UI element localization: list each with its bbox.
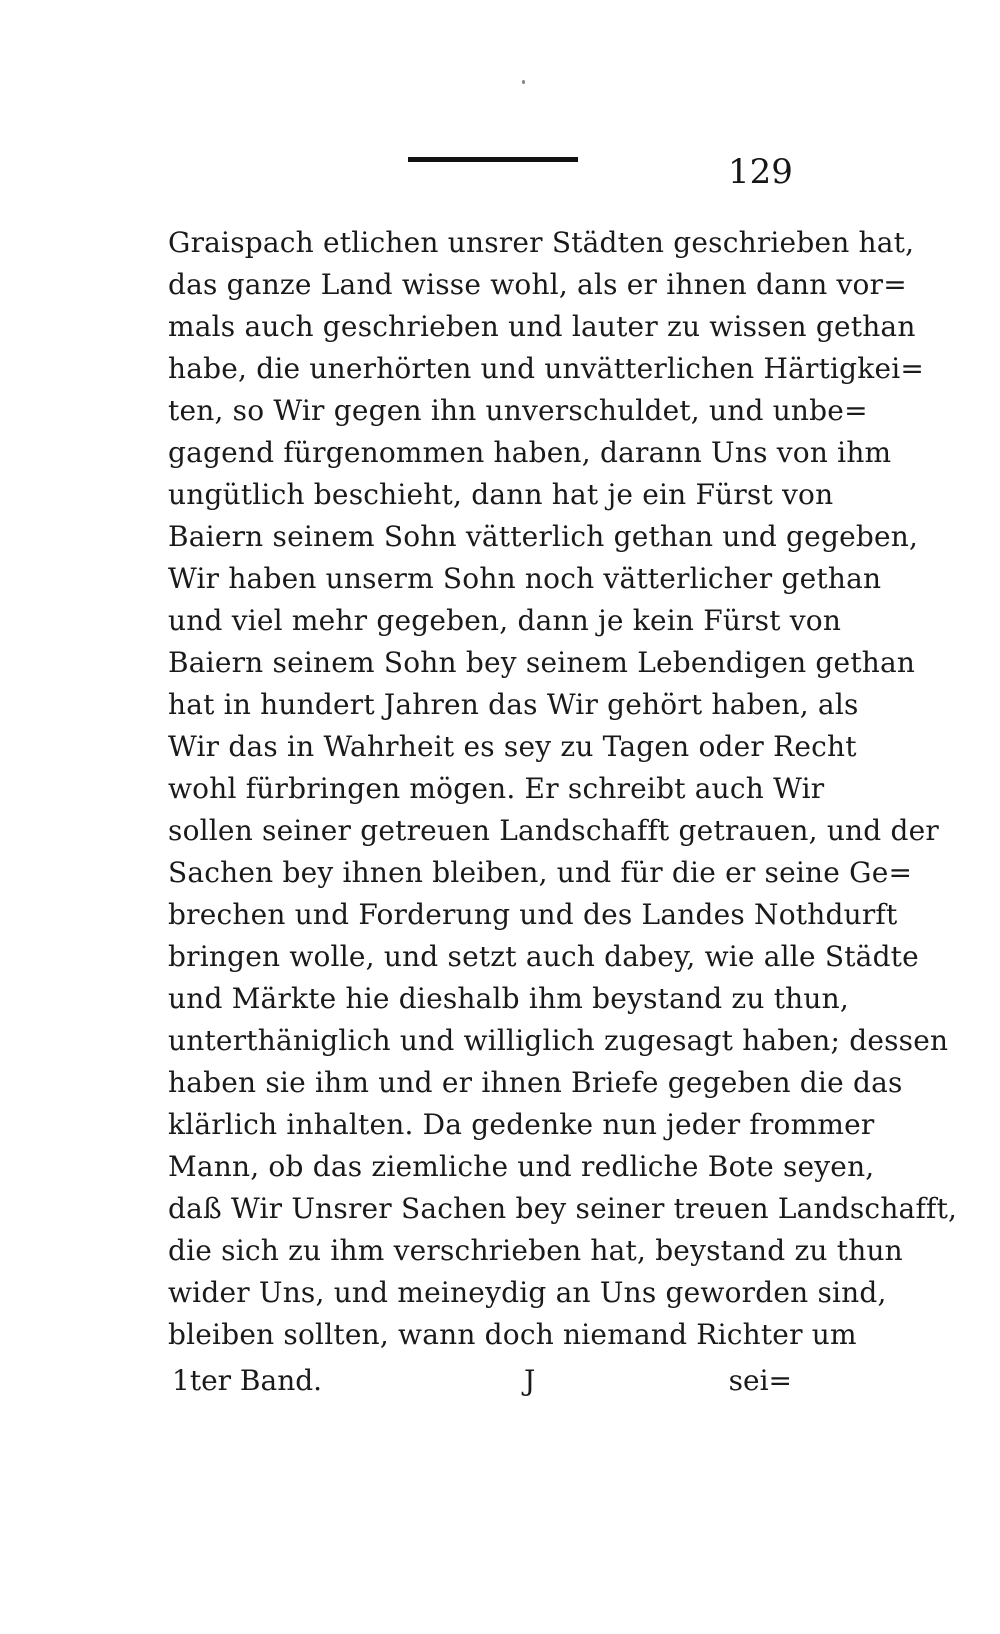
text-line: bleiben sollten, wann doch niemand Richter um [168,1318,857,1351]
page-number: 129 [728,152,793,192]
text-line: brechen und Forderung und des Landes Nothdurft [168,898,898,931]
text-line: Graispach etlichen unsrer Städten geschrieben hat, [168,226,915,259]
text-line: die sich zu ihm verschrieben hat, beystand zu thun [168,1234,903,1267]
text-line: hat in hundert Jahren das Wir gehört haben, als [168,688,859,721]
text-line: Mann, ob das ziemliche und redliche Bote seyen, [168,1150,875,1183]
text-line: wohl fürbringen mögen. Er schreibt auch Wir [168,772,825,805]
body-text [168,222,958,1356]
header-rule [408,157,578,162]
text-line: Baiern seinem Sohn vätterlich gethan und gegeben, [168,520,919,553]
text-line: mals auch geschrieben und lauter zu wissen gethan [168,310,916,343]
text-line: habe, die unerhörten und unvätterlichen Härtigkei= [168,352,925,385]
text-line: haben sie ihm und er ihnen Briefe gegeben die das [168,1066,903,1099]
catchword: sei= [728,1364,792,1397]
text-line: das ganze Land wisse wohl, als er ihnen dann vor= [168,268,907,301]
text-line: Wir haben unserm Sohn noch vätterlicher gethan [168,562,882,595]
text-line: ten, so Wir gegen ihn unverschuldet, und unbe= [168,394,868,427]
text-line: und Märkte hie dieshalb ihm beystand zu thun, [168,982,849,1015]
text-line: sollen seiner getreuen Landschafft getrauen, und der [168,814,939,847]
volume-signature: 1ter Band. [172,1364,323,1397]
text-line: und viel mehr gegeben, dann je kein Fürst von [168,604,842,637]
text-line: ungütlich beschieht, dann hat je ein Fürst von [168,478,834,511]
text-line: unterthäniglich und williglich zugesagt haben; dessen [168,1024,949,1057]
paper-speck [522,80,525,84]
text-line: bringen wolle, und setzt auch dabey, wie alle Städte [168,940,919,973]
text-line: Baiern seinem Sohn bey seinem Lebendigen gethan [168,646,916,679]
text-line: daß Wir Unsrer Sachen bey seiner treuen Landschafft, [168,1192,958,1225]
text-line: klärlich inhalten. Da gedenke nun jeder frommer [168,1108,875,1141]
text-line: Wir das in Wahrheit es sey zu Tagen oder Recht [168,730,857,763]
text-line: gagend fürgenommen haben, darann Uns von ihm [168,436,892,469]
text-line: Sachen bey ihnen bleiben, und für die er seine Ge= [168,856,913,889]
gathering-signature: J [524,1364,536,1397]
page-footer [172,1360,792,1402]
text-line: wider Uns, und meineydig an Uns geworden sind, [168,1276,887,1309]
